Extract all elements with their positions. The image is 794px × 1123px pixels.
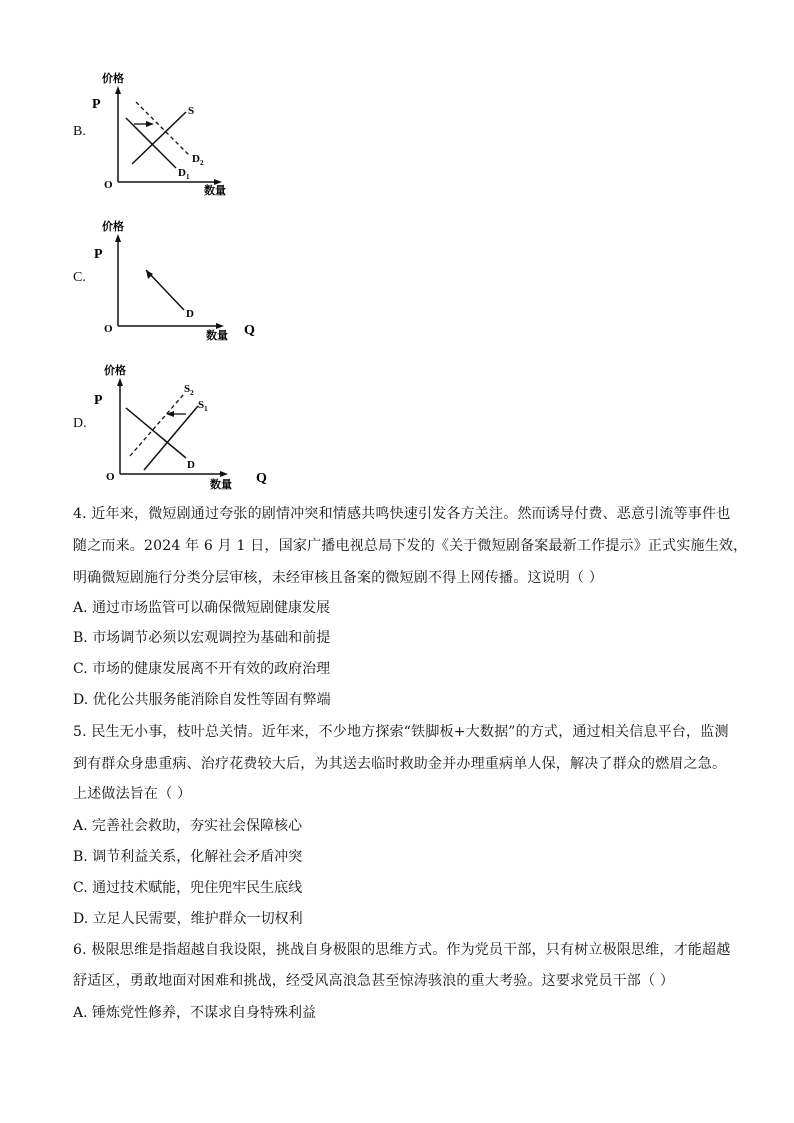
graph-c-y-axis-arrow xyxy=(115,234,121,242)
question-4-option-b: B. 市场调节必须以宏观调控为基础和前提 xyxy=(73,630,331,646)
graph-d-supply-demand-chart xyxy=(88,360,268,495)
graph-d-p-label: P xyxy=(94,393,103,408)
graph-c-x-axis-title: 数量 xyxy=(206,330,228,342)
question-5-option-d: D. 立足人民需要，维护群众一切权利 xyxy=(73,911,303,927)
question-6-line-2: 舒适区，勇敢地面对困难和挑战，经受风高浪急甚至惊涛骇浪的重大考验。这要求党员干部（ ） xyxy=(73,973,675,989)
graph-b-shift-arrow-icon xyxy=(146,121,154,127)
graph-b-s-label: S xyxy=(188,105,195,117)
graph-c-origin-label: O xyxy=(104,323,113,335)
question-6-option-a: A. 锤炼党性修养，不谋求自身特殊利益 xyxy=(73,1005,317,1021)
question-5-option-c: C. 通过技术赋能，兜住兜牢民生底线 xyxy=(73,880,303,896)
graph-b-option-letter: B. xyxy=(73,124,86,139)
question-6-line-1: 6. 极限思维是指超越自我设限，挑战自身极限的思维方式。作为党员干部，只有树立极限思维，才能超越 xyxy=(73,942,731,958)
graph-d-y-axis-title: 价格 xyxy=(104,365,126,377)
graph-d-d-label: D xyxy=(187,459,195,471)
graph-c-option-letter: C. xyxy=(73,270,86,285)
graph-d-s1-label: $S_1$ xyxy=(198,399,208,413)
question-5-line-2: 到有群众身患重病、治疗花费较大后，为其送去临时救助金并办理重病单人保，解决了群众的燃眉之急。 xyxy=(73,756,727,772)
graph-c-movement-arrow-icon xyxy=(146,270,153,279)
graph-d-q-label: Q xyxy=(256,471,267,486)
graph-b-p-label: P xyxy=(92,97,101,112)
graph-c-d-curve xyxy=(146,270,184,310)
graph-b-origin-label: O xyxy=(104,179,113,191)
graph-d-y-axis-arrow xyxy=(117,378,123,386)
graph-b-d2-dashed-curve xyxy=(136,102,190,156)
graph-d-s2-dashed-curve xyxy=(130,394,184,456)
question-4-line-2: 随之而来。2024 年 6 月 1 日，国家广播电视总局下发的《关于微短剧备案最新工作提示》正式实施生效， xyxy=(73,538,748,554)
question-4-option-d: D. 优化公共服务能消除自发性等固有弊端 xyxy=(73,692,331,708)
question-5-option-a: A. 完善社会救助，夯实社会保障核心 xyxy=(73,818,303,834)
graph-b-y-axis-arrow xyxy=(115,86,121,94)
graph-d-x-axis-title: 数量 xyxy=(210,479,232,491)
graph-c-q-label: Q xyxy=(244,323,255,338)
question-4-line-3: 明确微短剧施行分类分层审核，未经审核且备案的微短剧不得上网传播。这说明（ ） xyxy=(73,570,604,586)
graph-c-p-label: P xyxy=(94,247,103,262)
graph-b-supply-demand-chart xyxy=(88,66,258,201)
question-5-line-3: 上述做法旨在（ ） xyxy=(73,786,192,802)
graph-b-d1-curve xyxy=(126,118,176,168)
graph-b-s-curve xyxy=(132,112,186,164)
graph-c-x-axis-arrow xyxy=(216,323,224,329)
question-4-option-a: A. 通过市场监管可以确保微短剧健康发展 xyxy=(73,600,331,616)
graph-b-y-axis-title: 价格 xyxy=(102,73,124,85)
graph-d-origin-label: O xyxy=(106,471,115,483)
graph-d-option-letter: D. xyxy=(73,416,87,431)
question-5-line-1: 5. 民生无小事，枝叶总关情。近年来，不少地方探索“铁脚板+大数据”的方式，通过相关信息平台，监测 xyxy=(73,724,729,740)
graph-c-demand-chart xyxy=(88,216,268,346)
graph-c-d-label: D xyxy=(186,308,194,320)
graph-b-x-axis-title: 数量 xyxy=(204,185,226,197)
question-4-option-c: C. 市场的健康发展离不开有效的政府治理 xyxy=(73,661,331,677)
question-4-line-1: 4. 近年来，微短剧通过夸张的剧情冲突和情感共鸣快速引发各方关注。然而诱导付费、恶意引流等事件也 xyxy=(73,506,731,522)
graph-d-shift-arrow-icon xyxy=(166,411,174,417)
graph-d-x-axis-arrow xyxy=(220,471,228,477)
graph-d-s2-label: $S_2$ xyxy=(184,383,194,397)
question-5-option-b: B. 调节利益关系，化解社会矛盾冲突 xyxy=(73,849,303,865)
graph-c-y-axis-title: 价格 xyxy=(102,221,124,233)
graph-b-d1-label: $D_1$ xyxy=(178,167,190,181)
graph-b-d2-label: $D_2$ xyxy=(192,153,204,167)
